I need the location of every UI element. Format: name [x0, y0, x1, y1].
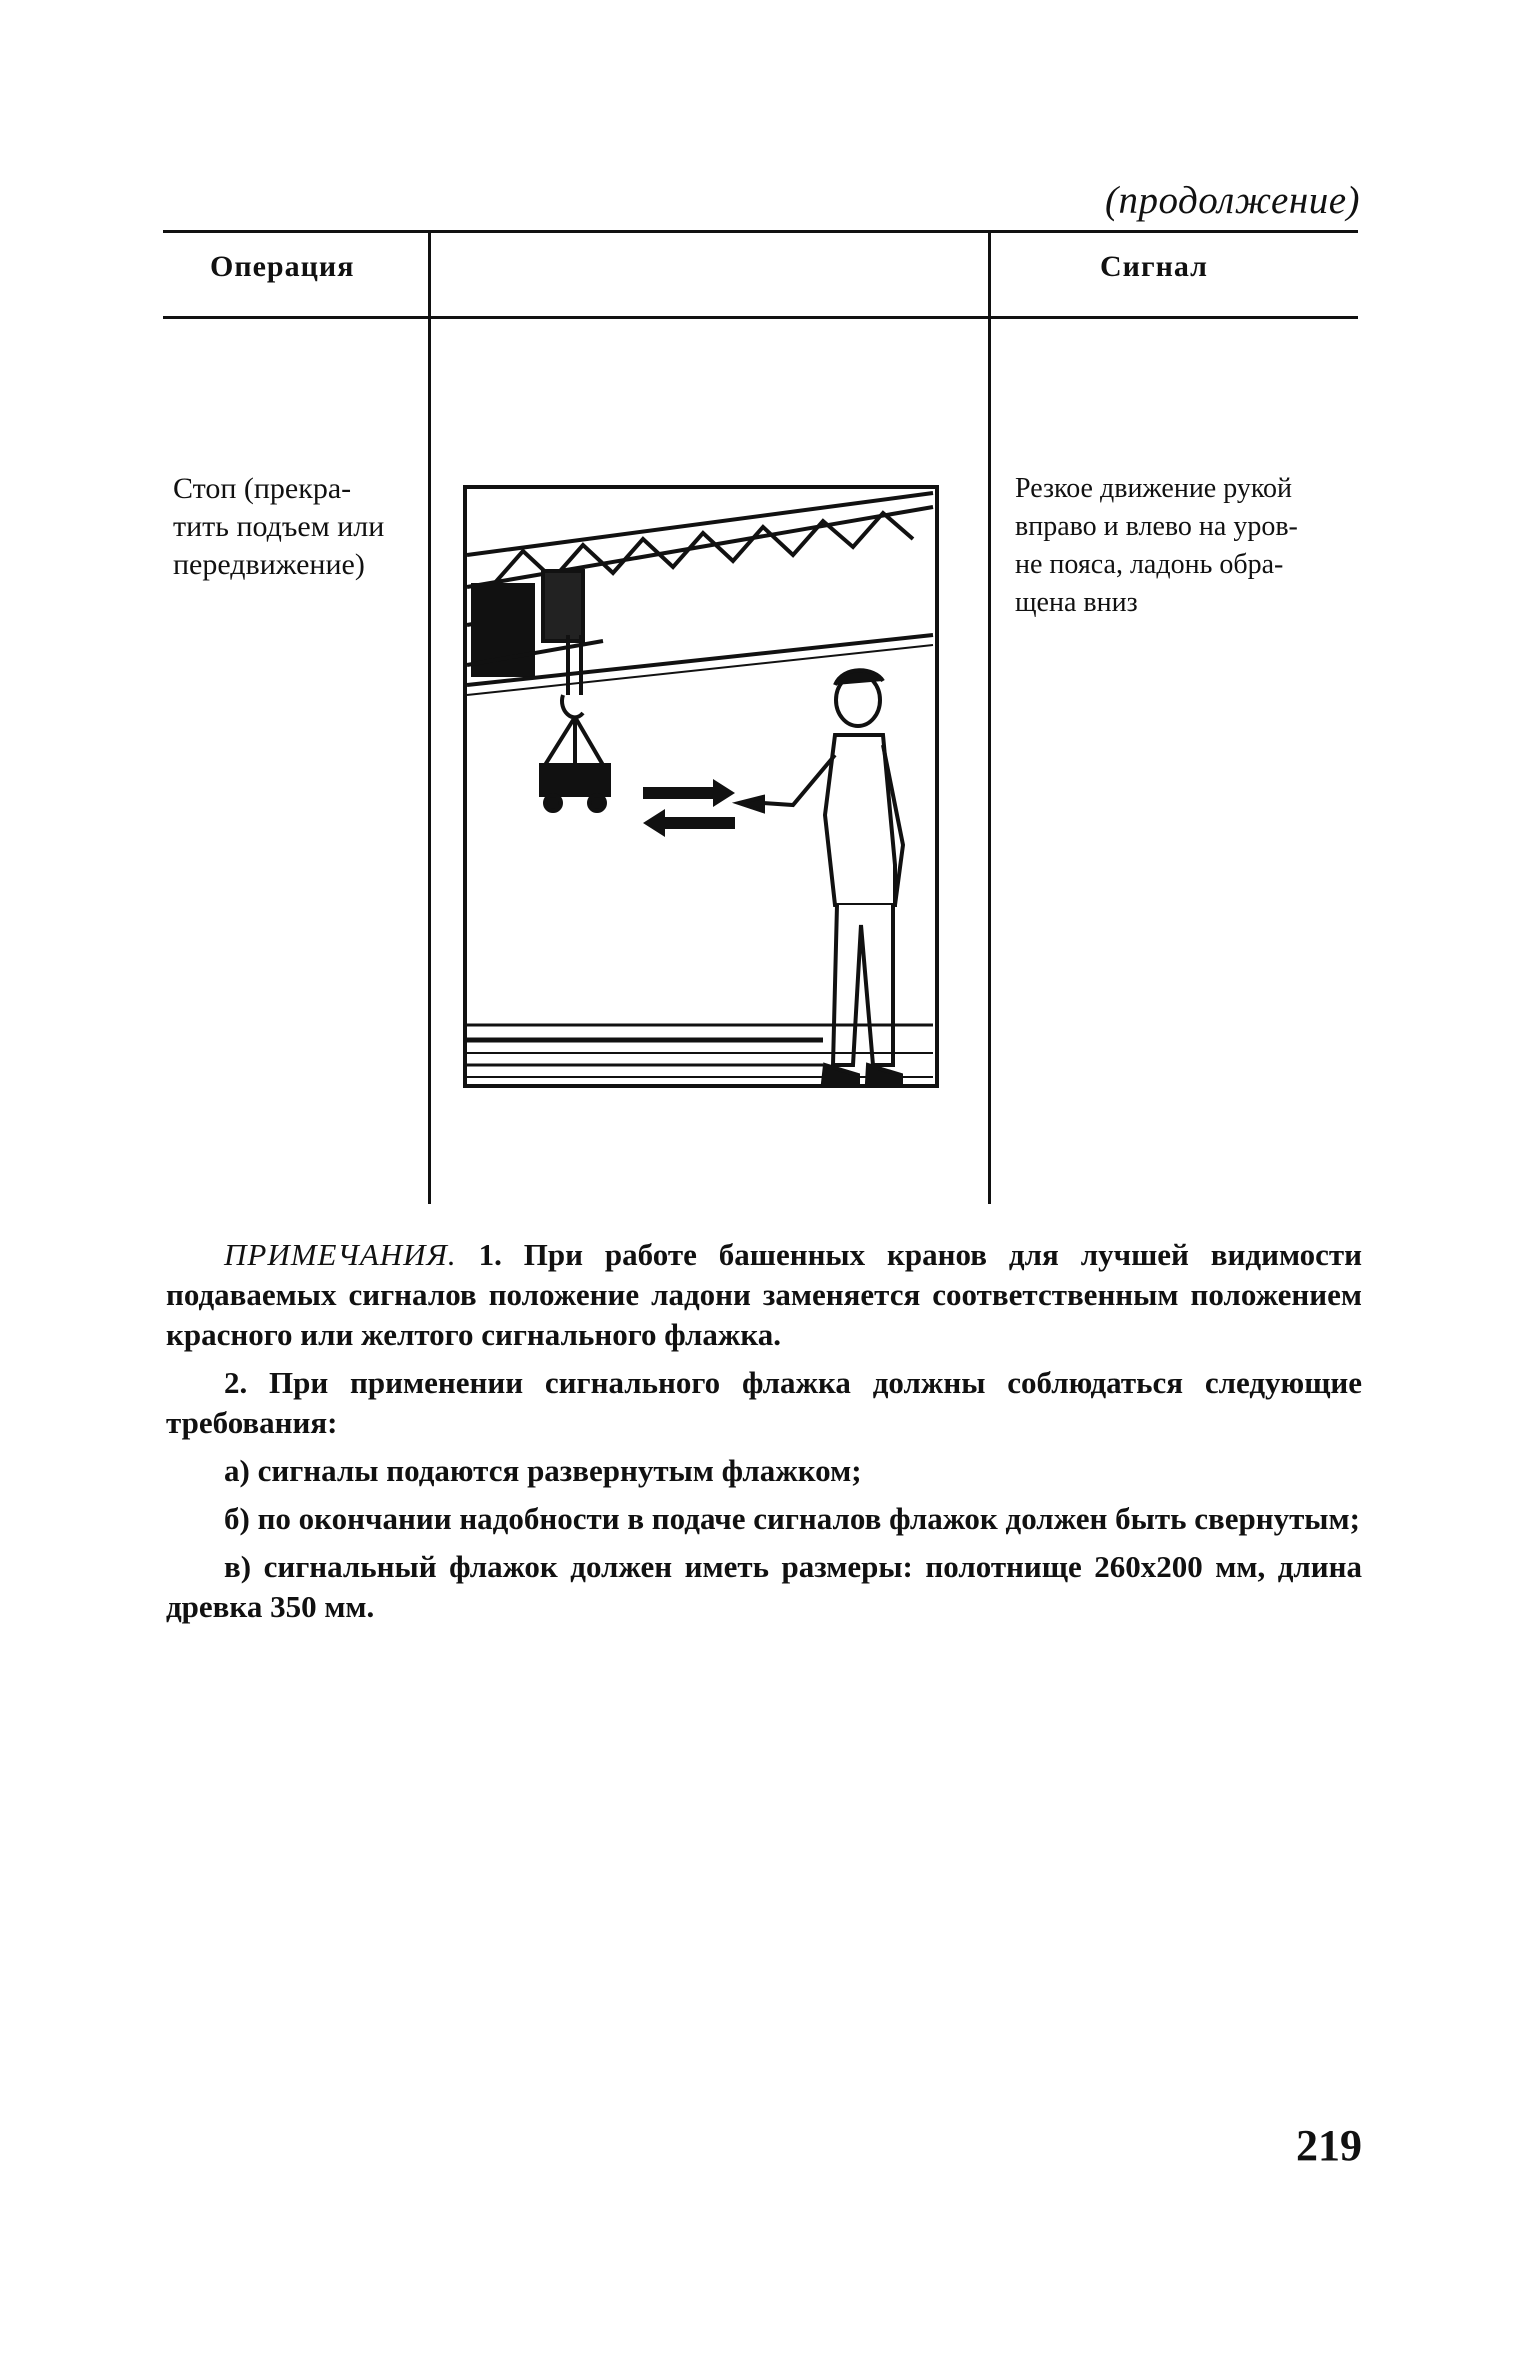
- signal-line: щена вниз: [1015, 587, 1138, 618]
- operation-cell: [173, 470, 415, 584]
- operation-line: Стоп (прекра-: [173, 472, 352, 505]
- notes-lead: ПРИМЕЧАНИЯ.: [224, 1237, 457, 1272]
- stop-signal-illustration: [463, 485, 939, 1088]
- note-paragraph: б) по окончании надобности в подаче сигналов флажок должен быть свернутым;: [224, 1501, 1360, 1536]
- operation-line: передвижение): [173, 548, 365, 581]
- note-paragraph: 2. При применении сигнального флажка должны соблюдаться следующие требования:: [166, 1365, 1362, 1440]
- page-number: 219: [1296, 2121, 1362, 2170]
- table-header-rule: [163, 316, 1358, 319]
- notes-block: [166, 1235, 1362, 1635]
- signal-line: вправо и влево на уров-: [1015, 511, 1298, 542]
- note-text: 1. При работе башенных кранов для лучшей видимости подаваемых сигналов положение ладони заменяется соответственным положением красного или желтого сигнального флажка.: [166, 1237, 1362, 1352]
- note-paragraph: [166, 1235, 1362, 1355]
- signal-line: Резкое движение рукой: [1015, 473, 1293, 504]
- signal-line: не пояса, ладонь обра-: [1015, 549, 1284, 580]
- note-paragraph: в) сигнальный флажок должен иметь размеры: полотнище 260х200 мм, длина древка 350 мм.: [166, 1549, 1362, 1624]
- column-divider-left: [428, 232, 431, 1204]
- table-top-rule: [163, 230, 1358, 233]
- note-paragraph: а) сигналы подаются развернутым флажком;: [224, 1453, 862, 1488]
- operation-line: тить подъем или: [173, 510, 385, 543]
- signal-cell: [1015, 470, 1355, 622]
- column-divider-right: [988, 232, 991, 1204]
- column-header-signal: Сигнал: [1100, 250, 1208, 283]
- continued-label: (продолжение): [1105, 179, 1360, 222]
- column-header-operation: Операция: [210, 250, 355, 283]
